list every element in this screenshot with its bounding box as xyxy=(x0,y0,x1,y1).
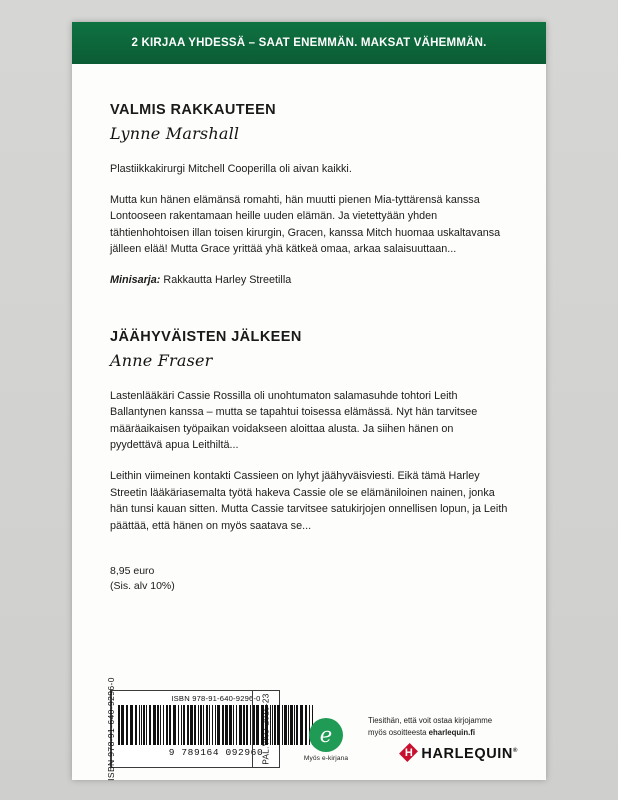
story-2-paragraph-1: Lastenlääkäri Cassie Rossilla oli unohtumaton salamasuhde tohtori Leith Ballantynen kanssa – mutta se tapahtui toisessa elämässä. Nyt hän tarvitsee määräaikaisen työpaikan voidakseen aloittaa alusta. Ja siihen hänen on pyydettävä apua Leithiltä... xyxy=(110,389,478,452)
barcode-block xyxy=(106,677,280,781)
top-banner xyxy=(72,22,546,64)
registered-mark: ® xyxy=(512,747,518,754)
pal-vko-label: PAL.VKO xyxy=(261,728,271,765)
back-cover-content xyxy=(72,64,546,780)
barcode-main xyxy=(112,691,320,767)
harlequin-diamond-icon xyxy=(400,743,417,764)
barcode-digits: 9 789164 092960 xyxy=(168,747,264,758)
story-1-paragraph-1: Plastiikkakirurgi Mitchell Cooperilla oli aivan kaikki. xyxy=(110,163,352,175)
story-block-2 xyxy=(110,329,508,535)
story-block-1 xyxy=(110,102,508,289)
ebook-caption: Myös e-kirjana xyxy=(303,755,349,762)
story-2-title: JÄÄHYVÄISTEN JÄLKEEN xyxy=(110,328,302,345)
publisher-logo xyxy=(400,743,518,764)
banner-text: 2 KIRJAA YHDESSÄ – SAAT ENEMMÄN. MAKSAT VÄHEMMÄN. xyxy=(131,37,487,49)
story-1-paragraph-2: Mutta kun hänen elämänsä romahti, hän muutti pienen Mia-tyttärensä kanssa Lontooseen rakentamaan heille uuden elämän. Ja vietettyään yhden tähtienhohtoisen illan toisen kirurgin, Gracen, kanssa Mitch huomaa uskaltavansa jälleen elää! Mutta Grace yrittää yhä kätkeä omaa, arkaa salaisuuttaan... xyxy=(110,193,501,256)
isbn-text: ISBN 978-91-640-9296-0 xyxy=(171,694,261,703)
promo-line-2-prefix: myös osoitteesta xyxy=(368,727,429,737)
promo-text xyxy=(368,715,518,738)
story-2-author: Anne Fraser xyxy=(110,350,213,370)
story-1-title: VALMIS RAKKAUTEEN xyxy=(110,102,277,118)
ebook-badge xyxy=(300,718,352,762)
promo-line-1: Tiesithän, että voit ostaa kirjojamme xyxy=(368,716,493,725)
promo-line-2 xyxy=(368,727,518,739)
publisher-name: HARLEQUIN® xyxy=(421,745,518,762)
story-1-series xyxy=(110,272,508,289)
price-block xyxy=(110,564,508,593)
barcode-right-side-text xyxy=(262,693,271,764)
footer-area xyxy=(72,677,546,781)
series-label: Minisarja: xyxy=(110,273,161,286)
barcode-right-side xyxy=(252,691,279,767)
ebook-icon: e xyxy=(309,718,343,752)
series-value: Rakkautta Harley Streetilla xyxy=(163,273,292,286)
book-back-cover xyxy=(72,22,546,780)
story-1-author: Lynne Marshall xyxy=(110,124,240,143)
promo-website-link[interactable]: eharlequin.fi xyxy=(428,727,476,737)
story-2-paragraph-2: Leithin viimeinen kontakti Cassieen on lyhyt jäähyväisviesti. Eikä tämä Harley Streetin lääkäriasemalta työtä hakeva Cassie ole se elämäniloinen nainen, jonka hän tunsi kauan sitten. Mutta Cassie tarvitsee satukirjojen onnellisen lopun, ja Leith päättää, että hänen on myös saatava se... xyxy=(110,469,508,532)
pal-vko-value: 2015-23 xyxy=(261,693,271,726)
price-amount: 8,95 euro xyxy=(110,565,155,578)
harlequin-mark-letter: H xyxy=(404,747,413,759)
price-vat: (Sis. alv 10%) xyxy=(110,579,175,592)
barcode-left-side-text: ISBN 978-91-640-9296-0 xyxy=(106,677,116,781)
barcode-bars xyxy=(118,705,314,745)
